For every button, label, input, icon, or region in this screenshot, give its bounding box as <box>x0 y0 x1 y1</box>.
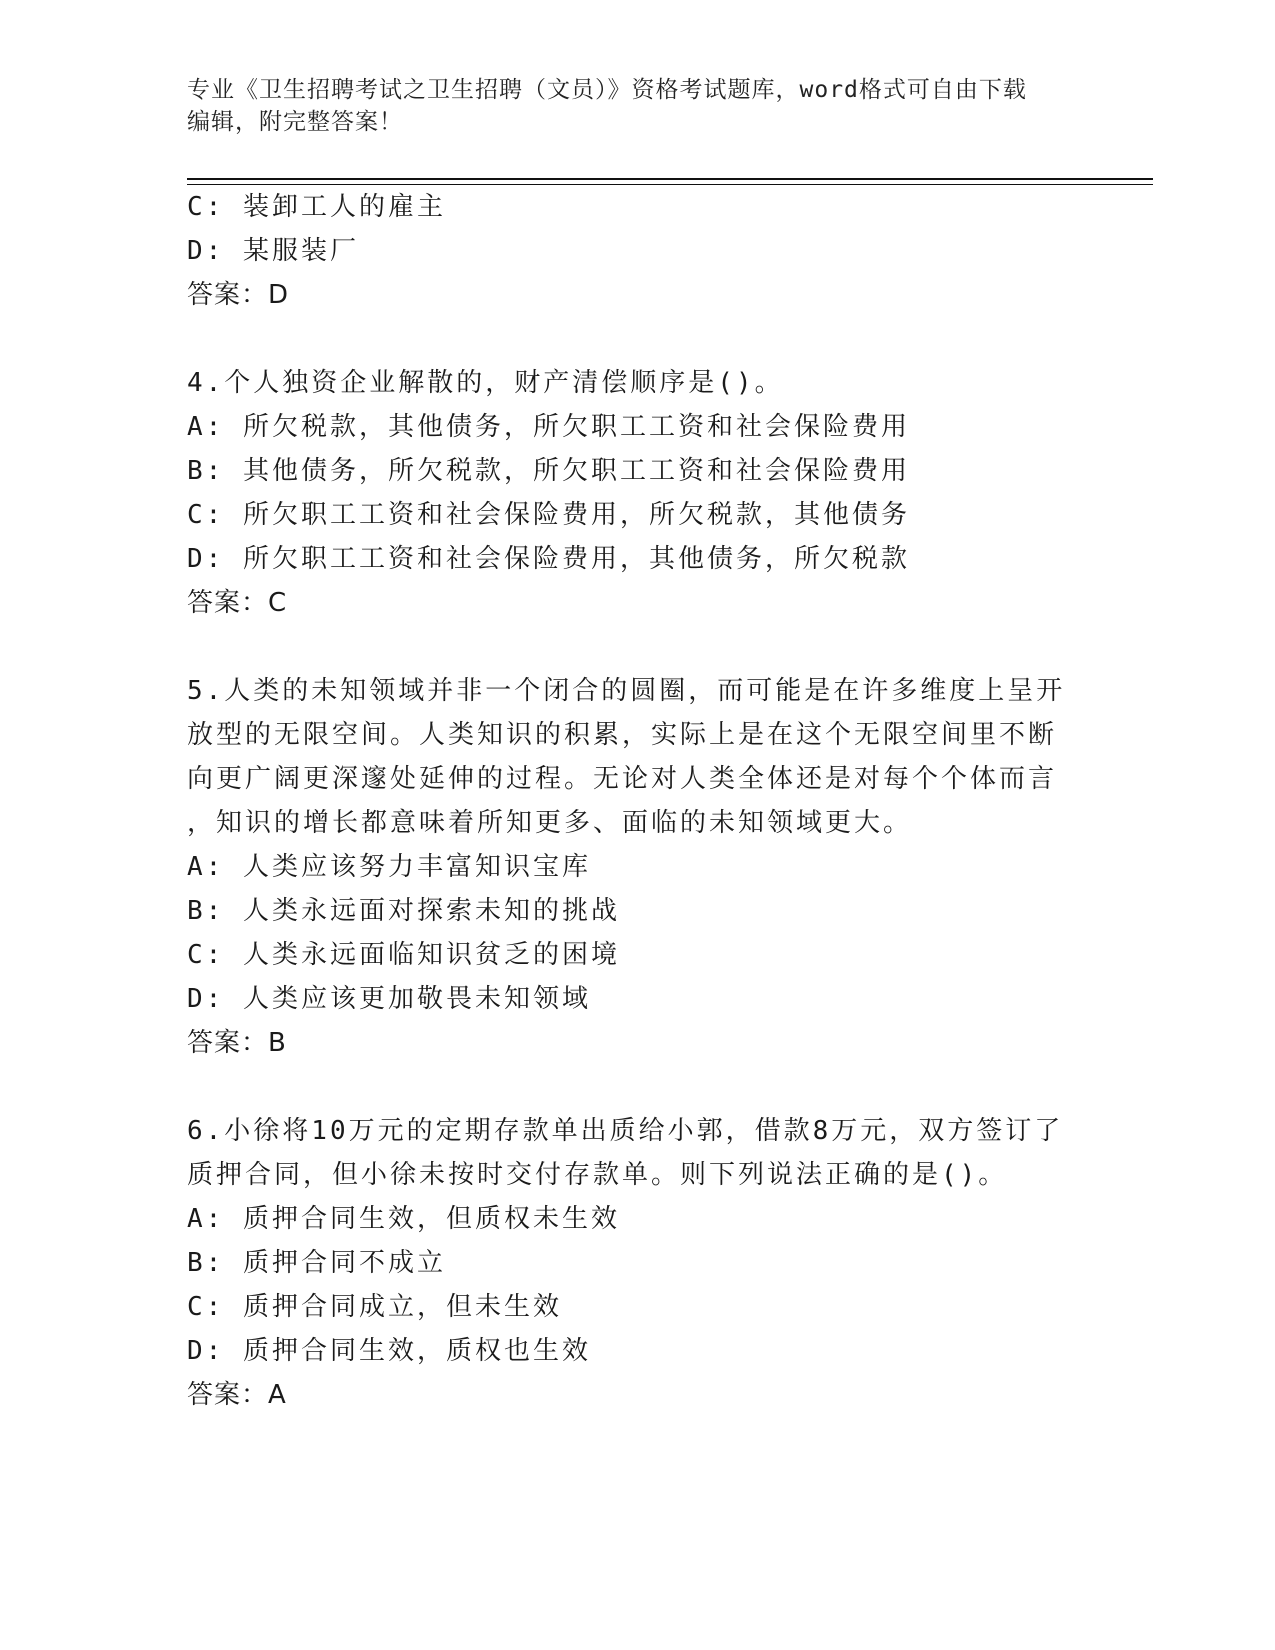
q5-option-d: D: 人类应该更加敬畏未知领域 <box>187 984 591 1014</box>
q5-stem-line-1: 5.人类的未知领域并非一个闭合的圆圈，而可能是在许多维度上呈开 <box>187 676 1066 706</box>
q4-option-d: D: 所欠职工工资和社会保险费用，其他债务，所欠税款 <box>187 544 910 574</box>
header-divider-thick <box>187 178 1153 180</box>
q4-option-a: A: 所欠税款，其他债务，所欠职工工资和社会保险费用 <box>187 412 910 442</box>
q6-option-a: A: 质押合同生效，但质权未生效 <box>187 1204 620 1234</box>
q5-option-a: A: 人类应该努力丰富知识宝库 <box>187 852 591 882</box>
q4-option-c: C: 所欠职工工资和社会保险费用，所欠税款，其他债务 <box>187 500 910 530</box>
q4-stem: 4.个人独资企业解散的，财产清偿顺序是()。 <box>187 368 784 398</box>
q6-stem-line-2: 质押合同，但小徐未按时交付存款单。则下列说法正确的是()。 <box>187 1160 1008 1190</box>
q6-option-d: D: 质押合同生效，质权也生效 <box>187 1336 591 1366</box>
header-line-2: 编辑，附完整答案！ <box>187 109 403 135</box>
q4-option-b: B: 其他债务，所欠税款，所欠职工工资和社会保险费用 <box>187 456 910 486</box>
q5-stem-line-4: ，知识的增长都意味着所知更多、面临的未知领域更大。 <box>187 808 913 838</box>
header-divider-thin <box>187 184 1153 185</box>
q5-stem-line-2: 放型的无限空间。人类知识的积累，实际上是在这个无限空间里不断 <box>187 720 1058 750</box>
q3-option-c: C: 装卸工人的雇主 <box>187 192 446 222</box>
q3-option-d: D: 某服装厂 <box>187 236 359 266</box>
document-header <box>187 74 1067 138</box>
q5-option-c: C: 人类永远面临知识贫乏的困境 <box>187 940 620 970</box>
q5-stem-line-3: 向更广阔更深邃处延伸的过程。无论对人类全体还是对每个个体而言 <box>187 764 1058 794</box>
q6-answer: 答案：A <box>187 1380 287 1410</box>
q3-answer: 答案：D <box>187 280 290 310</box>
q6-option-b: B: 质押合同不成立 <box>187 1248 446 1278</box>
q5-option-b: B: 人类永远面对探索未知的挑战 <box>187 896 620 926</box>
q4-answer: 答案：C <box>187 588 288 618</box>
q6-stem-line-1: 6.小徐将10万元的定期存款单出质给小郭，借款8万元，双方签订了 <box>187 1116 1064 1146</box>
q5-answer: 答案：B <box>187 1028 287 1058</box>
q6-option-c: C: 质押合同成立，但未生效 <box>187 1292 562 1322</box>
header-line-1: 专业《卫生招聘考试之卫生招聘（文员）》资格考试题库，word格式可自由下载 <box>187 77 1027 103</box>
